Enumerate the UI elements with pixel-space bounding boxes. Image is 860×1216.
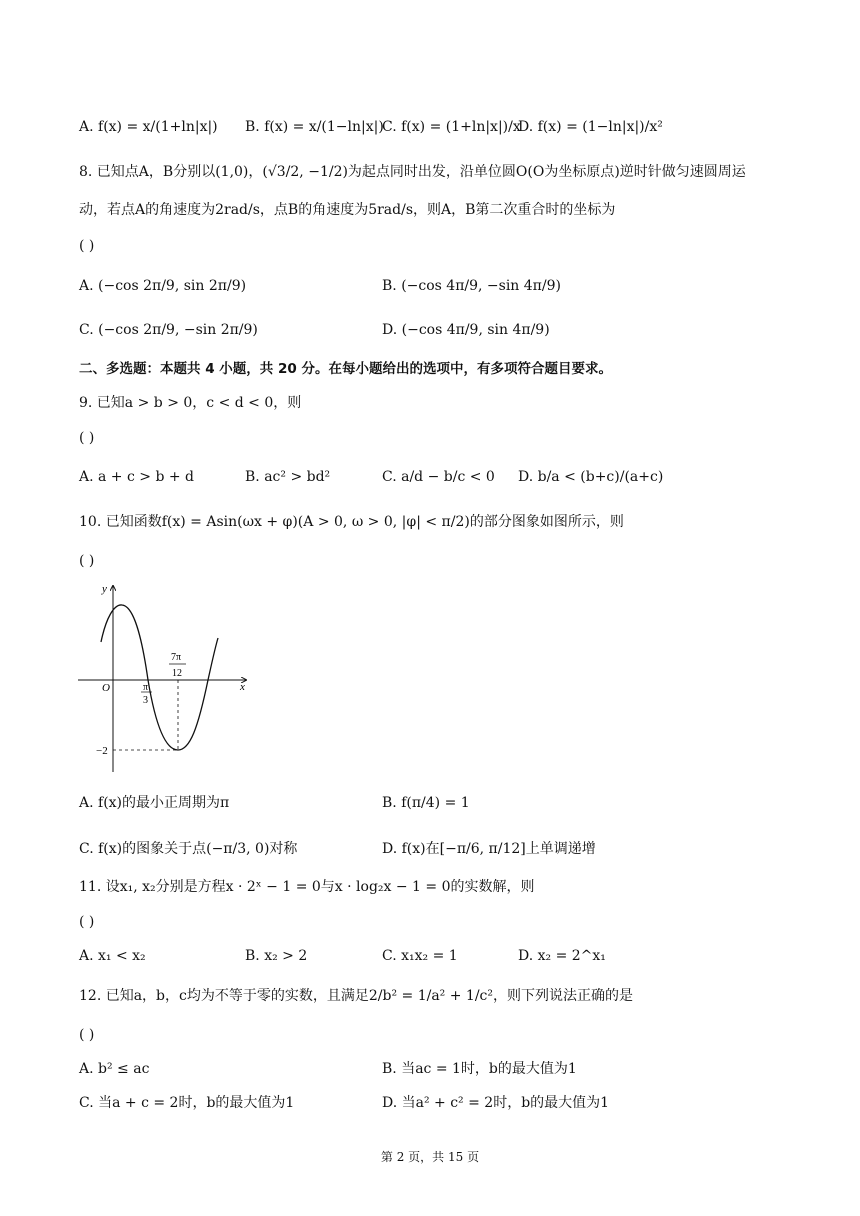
tick-pi-over-3-num: π [143,682,149,693]
q12-option-b: B. 当ac = 1时，b的最大值为1 [382,1061,577,1077]
q11-stem: 11. 设x₁, x₂分别是方程x · 2ˣ − 1 = 0与x · log₂x − 1 = 0的实数解，则 [79,879,535,895]
x-axis-label: x [240,681,245,693]
q12-option-a: A. b² ≤ ac [79,1061,150,1077]
section-heading-multiple-choice: 二、多选题：本题共 4 小题，共 20 分。在每小题给出的选项中，有多项符合题目要求。 [79,361,612,377]
tick-pi-over-3-den: 3 [143,695,148,706]
q7-option-a: A. f(x) = x/(1+ln|x|) [79,119,218,135]
q10-answer-paren: ( ) [79,553,95,569]
q10-option-b: B. f(π/4) = 1 [382,795,470,811]
tick-7pi-over-12-num: 7π [171,652,182,663]
q8-answer-paren: ( ) [79,238,95,254]
sine-curve [101,605,218,750]
q7-option-b: B. f(x) = x/(1−ln|x|) [245,119,384,135]
q8-option-c: C. (−cos 2π/9, −sin 2π/9) [79,322,258,338]
q10-stem: 10. 已知函数f(x) = Asin(ωx + φ)(A > 0, ω > 0, |φ| < π/2)的部分图象如图所示，则 [79,514,624,530]
page-footer: 第 2 页，共 15 页 [380,1150,480,1164]
q8-stem-line1: 8. 已知点A，B分别以(1,0)，(√3/2, −1/2)为起点同时出发，沿单位圆O(O为坐标原点)逆时针做匀速圆周运 [79,164,746,180]
q10-option-c: C. f(x)的图象关于点(−π/3, 0)对称 [79,841,298,857]
q9-stem: 9. 已知a > b > 0，c < d < 0，则 [79,395,302,411]
tick-7pi-over-12-den: 12 [172,668,182,679]
q8-option-b: B. (−cos 4π/9, −sin 4π/9) [382,278,561,294]
q10-function-graph [70,578,260,778]
q7-option-d: D. f(x) = (1−ln|x|)/x² [518,119,663,135]
q11-option-c: C. x₁x₂ = 1 [382,948,458,964]
q11-answer-paren: ( ) [79,914,95,930]
q11-option-b: B. x₂ > 2 [245,948,308,964]
q12-stem: 12. 已知a，b，c均为不等于零的实数，且满足2/b² = 1/a² + 1/c²，则下列说法正确的是 [79,988,633,1004]
q9-option-b: B. ac² > bd² [245,469,331,485]
q11-option-d: D. x₂ = 2^x₁ [518,948,606,964]
q12-option-c: C. 当a + c = 2时，b的最大值为1 [79,1095,295,1111]
q9-answer-paren: ( ) [79,430,95,446]
q8-option-a: A. (−cos 2π/9, sin 2π/9) [79,278,247,294]
q9-option-d: D. b/a < (b+c)/(a+c) [518,469,664,485]
q12-option-d: D. 当a² + c² = 2时，b的最大值为1 [382,1095,610,1111]
y-min-label: −2 [96,745,108,757]
y-axis-label: y [102,583,107,595]
q10-option-d: D. f(x)在[−π/6, π/12]上单调递增 [382,841,596,857]
q9-option-a: A. a + c > b + d [79,469,195,485]
q11-option-a: A. x₁ < x₂ [79,948,146,964]
q12-answer-paren: ( ) [79,1027,95,1043]
q8-option-d: D. (−cos 4π/9, sin 4π/9) [382,322,550,338]
q10-option-a: A. f(x)的最小正周期为π [79,795,230,811]
q7-option-c: C. f(x) = (1+ln|x|)/x [382,119,521,135]
origin-label: O [102,682,110,694]
q9-option-c: C. a/d − b/c < 0 [382,469,495,485]
q8-stem-line2: 动，若点A的角速度为2rad/s，点B的角速度为5rad/s，则A，B第二次重合时的坐标为 [79,202,616,218]
